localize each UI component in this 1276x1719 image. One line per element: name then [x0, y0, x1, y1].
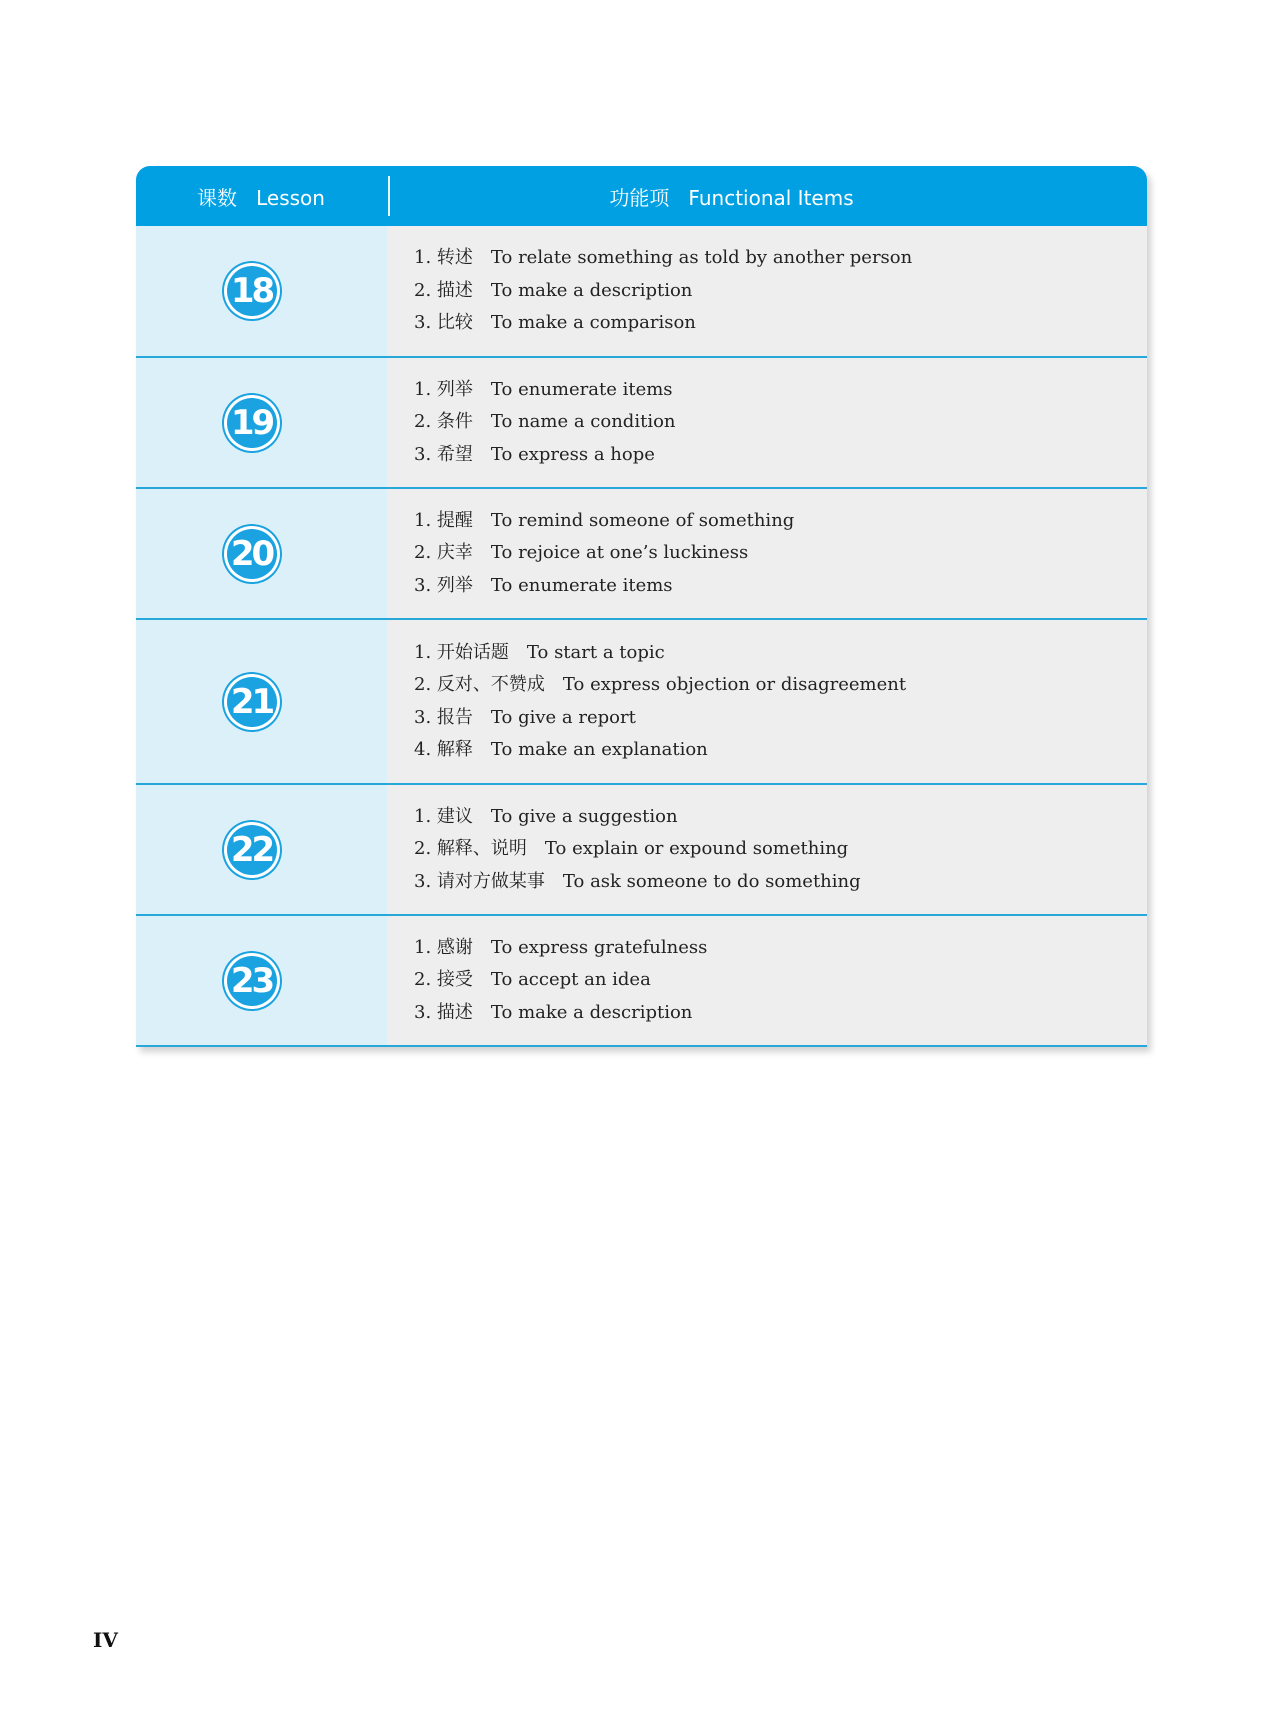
lesson-row: [136, 785, 1147, 916]
functional-item: [414, 439, 1147, 472]
page-number: IV: [93, 1628, 118, 1652]
functional-item: [414, 997, 1147, 1030]
item-english: To enumerate items: [490, 378, 673, 400]
item-english: To make a description: [490, 279, 693, 301]
item-chinese: 3. 列举: [414, 574, 473, 596]
functional-items-list: [387, 785, 1147, 914]
lesson-number-badge: 23: [227, 956, 277, 1006]
table-header: [136, 166, 1147, 226]
lesson-number-badge: 18: [227, 266, 277, 316]
functional-items-list: [387, 620, 1147, 783]
lesson-column-header: 课数 Lesson: [197, 185, 325, 210]
functional-item: [414, 964, 1147, 997]
item-chinese: 1. 开始话题: [414, 641, 509, 663]
functional-items-column-header: 功能项 Functional Items: [609, 185, 854, 210]
lesson-row: [136, 358, 1147, 489]
item-english: To remind someone of something: [490, 509, 795, 531]
lesson-number-badge: 20: [227, 529, 277, 579]
item-chinese: 2. 接受: [414, 969, 473, 991]
item-english: To give a report: [490, 706, 636, 728]
item-chinese: 3. 希望: [414, 443, 473, 465]
item-english: To relate something as told by another person: [490, 247, 913, 269]
item-chinese: 2. 解释、说明: [414, 838, 527, 860]
lesson-row: [136, 489, 1147, 620]
functional-item: [414, 669, 1147, 702]
functional-item: [414, 275, 1147, 308]
lesson-cell: [136, 226, 387, 356]
functional-item: [414, 734, 1147, 767]
item-chinese: 2. 条件: [414, 411, 473, 433]
item-english: To make a comparison: [490, 312, 696, 334]
functional-items-list: [387, 358, 1147, 487]
lesson-cell: [136, 358, 387, 487]
lesson-row: [136, 620, 1147, 785]
functional-item: [414, 801, 1147, 834]
functional-item: [414, 932, 1147, 965]
item-english: To express a hope: [490, 443, 655, 465]
item-english: To express objection or disagreement: [562, 674, 907, 695]
item-english: To accept an idea: [490, 969, 651, 991]
item-english: To express gratefulness: [490, 936, 708, 958]
lesson-number-badge: 21: [227, 677, 277, 727]
item-chinese: 2. 庆幸: [414, 542, 473, 564]
item-chinese: 1. 感谢: [414, 936, 473, 958]
item-chinese: 2. 描述: [414, 279, 473, 301]
item-english: To name a condition: [490, 411, 676, 433]
functional-item: [414, 505, 1147, 538]
item-chinese: 1. 建议: [414, 805, 473, 827]
item-english: To make a description: [490, 1001, 693, 1023]
lesson-number-badge: 22: [227, 825, 277, 875]
item-chinese: 4. 解释: [414, 739, 473, 760]
functional-item: [414, 537, 1147, 570]
item-chinese: 2. 反对、不赞成: [414, 674, 545, 695]
functional-item: [414, 570, 1147, 603]
lesson-cell: [136, 785, 387, 914]
functional-items-list: [387, 916, 1147, 1045]
item-english: To make an explanation: [490, 739, 708, 760]
lesson-cell: [136, 916, 387, 1045]
lesson-row: [136, 226, 1147, 358]
item-chinese: 1. 列举: [414, 378, 473, 400]
header-divider: [388, 176, 390, 216]
item-english: To give a suggestion: [490, 805, 678, 827]
functional-item: [414, 833, 1147, 866]
item-chinese: 3. 描述: [414, 1001, 473, 1023]
item-chinese: 3. 报告: [414, 706, 473, 728]
lesson-cell: [136, 620, 387, 783]
item-chinese: 1. 转述: [414, 247, 473, 269]
functional-item: [414, 637, 1147, 670]
functional-item: [414, 866, 1147, 899]
item-chinese: 1. 提醒: [414, 509, 473, 531]
item-english: To rejoice at one’s luckiness: [490, 542, 749, 564]
functional-items-list: [387, 489, 1147, 618]
functional-items-table: [136, 166, 1147, 1047]
item-english: To ask someone to do something: [562, 870, 861, 892]
functional-items-list: [387, 226, 1147, 356]
item-english: To explain or expound something: [544, 838, 849, 860]
lesson-cell: [136, 489, 387, 618]
functional-item: [414, 374, 1147, 407]
item-chinese: 3. 比较: [414, 312, 473, 334]
functional-item: [414, 242, 1147, 275]
lesson-number-badge: 19: [227, 398, 277, 448]
functional-item: [414, 307, 1147, 340]
lesson-row: [136, 916, 1147, 1047]
item-english: To start a topic: [526, 641, 665, 663]
functional-item: [414, 702, 1147, 735]
item-chinese: 3. 请对方做某事: [414, 870, 545, 892]
functional-item: [414, 406, 1147, 439]
item-english: To enumerate items: [490, 574, 673, 596]
